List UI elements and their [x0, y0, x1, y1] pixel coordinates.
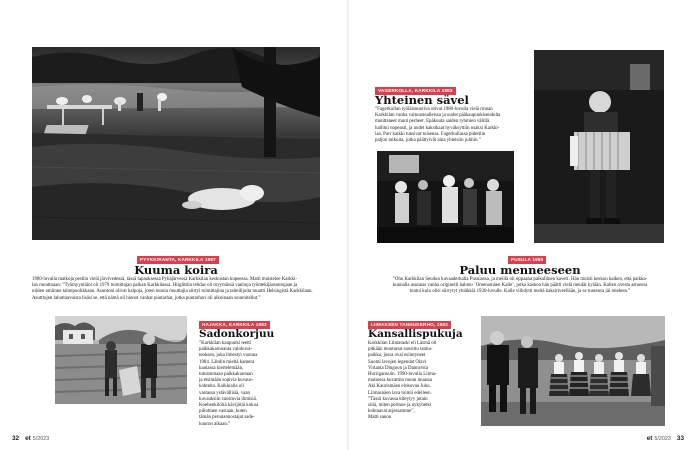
photo-yhteinen-savel-accordion — [534, 50, 664, 243]
body-paluu-menneeseen: ”Ohn Karkkilan Seudun kuvaaderkalla Pusulassa, ja meillä oli oppaana paikallinen kaveri. Hän muisti keskon kaiken, että paikka- kunnalla asunnas vanha originelli hahmo ’Omenamäen Kalle’, jotka kaskoa hän päätti vielä meidät kylään. Kallen ovesta astuessa tuntui kuin olisi siirrytyt yhtäkkiä 1930-luvulle. Kalle viihdytti meitä kaksiriveellään, ja se tuntensa jäi mieleen.” — [392, 277, 648, 295]
headline-paluu-menneeseen: Paluu menneeseen — [459, 263, 581, 277]
kicker-kansallispukuja: LIIMAKSEN TANHUKERHO, 1983 — [368, 321, 451, 329]
kicker-paluu-menneeseen: PUSULA 1985 — [508, 256, 546, 264]
page-number-left: 32 — [12, 435, 20, 442]
photo-kuuma-koira — [32, 47, 320, 240]
issue-left: 5/2023 — [32, 436, 50, 442]
kicker-sadonkorjuu: HAJAKKA, KARKKILA 1983 — [199, 321, 270, 329]
photo-yhteinen-savel-dance — [377, 151, 514, 243]
photo-kansallispukuja — [481, 316, 665, 426]
body-yhteinen-savel: ”Fagerkullan työläisnuoriva olivat 1980-luvulla vielä rinnan Karkkilan vanha valtuustoalleissa ja uudet pääkaupunkiseudulta muuttaneet muut perheet. Epäkuuta saiden ryhmien välillä hallitui nopeasti, ja uudet kaksikaat hyväksyttiin osaksi Karkki- laa. Parr kaikki tunsivat toisensa. Fagerkullassa pidettiin paljon tulkoita, jotka päättyivät aina yhteisiin juhliin.” — [375, 107, 501, 144]
kicker-yhteinen-savel: VAGERKOLLA, KARKKILA 1983 — [375, 87, 456, 95]
body-kansallispukuja: Karkkilan Liimataski eli Läsmä oli pitkään muotunut suosittu tanhu- paikka, jossa oval esiintyneet Suomi lavojen legendat Olavi Virtanta Dingoon ja Dannytsta Hurriganssiin. 1990-luvulla Liima- maisessa kuvattiin muun muassa Aki Kaurismäen elokuvaa Juho. Liimasnäen lava toimii edelleen. ”Tässä kuvassa kiteytyy jotain siitä, miten perinne ja nykyhetki kohtaavat arjessamme”, Matti sanoo. — [368, 341, 437, 421]
kicker-kuuma-koira: PYYKKIRANTA, KARKKILA 1987 — [137, 256, 219, 264]
body-sadonkorjuu: ”Karkkilan kaupunki teetti palkkakarnoanta valokuva- teoksen, joka ilmestyi vuonna 1984. Lähdin mieltä kamera kaulassa kiertelemään, tutustumaan paikkakuntaan ja etsimään sopivia kuvaus- kohteita. Kaikkialla oli vastassa ystävällisiä, vaan kuvauksiin suostuvia ihmisiä. Koehenkilöitä kävijöitä kokoa piilottaen vastaan, kuten tämän perunannostajat sade- kuuron aikaan.” — [199, 341, 259, 427]
folio-left — [12, 435, 55, 442]
body-kuuma-koira: 1980-luvulla matkoja pestiin vielä järvivedessä, tässä tapauksessa Pyhäjärvessä Karkkilan keskustan kupeessa. Matti muistelee Karkki- lan muuttoaan: ”Työmyyntiäni oli 1979 toimittajan paikan Karkkilassa. Hiiglittiin tehdas oli myymässä vanhoja työntekijäasuntojaan ja niiden omiinne talonpuolikkaan. Asuntoni olivat halpoja, joten monia muuttajia siirtyi toimittajina ja taiteilijoita muutti Helsingistä Karkkilaan. Asutttujen lahuttaavuista lisäsi se, että nämä oli hienot vanhat puutarhat, jotka puutarhuri oli aikoinaan suunnitellut.” — [32, 277, 313, 301]
folio-right — [647, 435, 684, 442]
page-gutter — [347, 0, 349, 450]
page-number-right: 33 — [676, 435, 684, 442]
brand-logo-right: et — [646, 435, 653, 442]
photo-sadonkorjuu — [55, 316, 187, 404]
brand-logo-left: et — [25, 435, 31, 442]
headline-kansallispukuja: Kansallispukuja — [368, 328, 463, 340]
headline-sadonkorjuu: Sadonkorjuu — [199, 328, 275, 340]
headline-kuuma-koira: Kuuma koira — [134, 263, 218, 277]
headline-yhteinen-savel: Yhteinen sävel — [375, 93, 469, 107]
issue-right: 5/2023 — [654, 436, 671, 442]
